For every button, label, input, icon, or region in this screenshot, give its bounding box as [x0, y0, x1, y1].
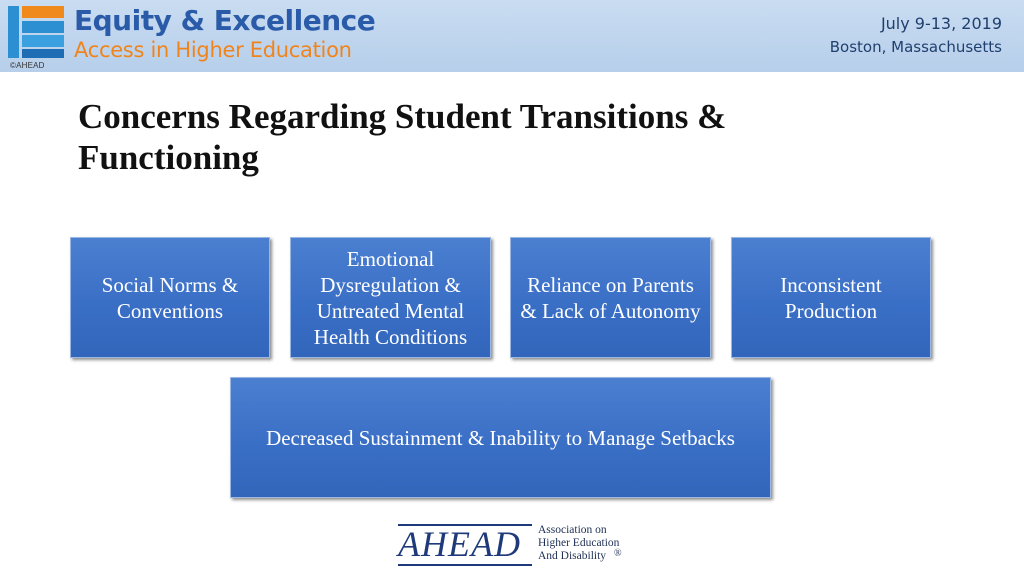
ahead-footer-logo — [398, 520, 638, 570]
conference-subtitle: Access in Higher Education — [74, 38, 352, 62]
concern-box-parental-reliance: Reliance on Parents & Lack of Autonomy — [510, 237, 711, 358]
ahead-wordmark: AHEAD — [398, 524, 521, 564]
ahead-tagline: Association on Higher Education And Disability — [538, 524, 620, 562]
registered-mark: ® — [614, 548, 622, 559]
event-location: Boston, Massachusetts — [829, 38, 1002, 56]
concern-box-social-norms: Social Norms & Conventions — [70, 237, 270, 358]
conference-logo-icon — [8, 6, 64, 58]
concern-box-inconsistent-production: Inconsistent Production — [731, 237, 931, 358]
event-date: July 9-13, 2019 — [880, 14, 1002, 33]
copyright-label: ©AHEAD — [10, 61, 45, 70]
conference-banner — [0, 0, 1024, 72]
conference-title: Equity & Excellence — [74, 4, 376, 37]
slide-title: Concerns Regarding Student Transitions & Functioning — [78, 97, 727, 177]
concern-box-decreased-sustainment: Decreased Sustainment & Inability to Manage Setbacks — [230, 377, 771, 498]
concern-box-emotional-dysregulation: Emotional Dysregulation & Untreated Mental Health Conditions — [290, 237, 491, 358]
logo-rule-bottom — [398, 564, 532, 566]
